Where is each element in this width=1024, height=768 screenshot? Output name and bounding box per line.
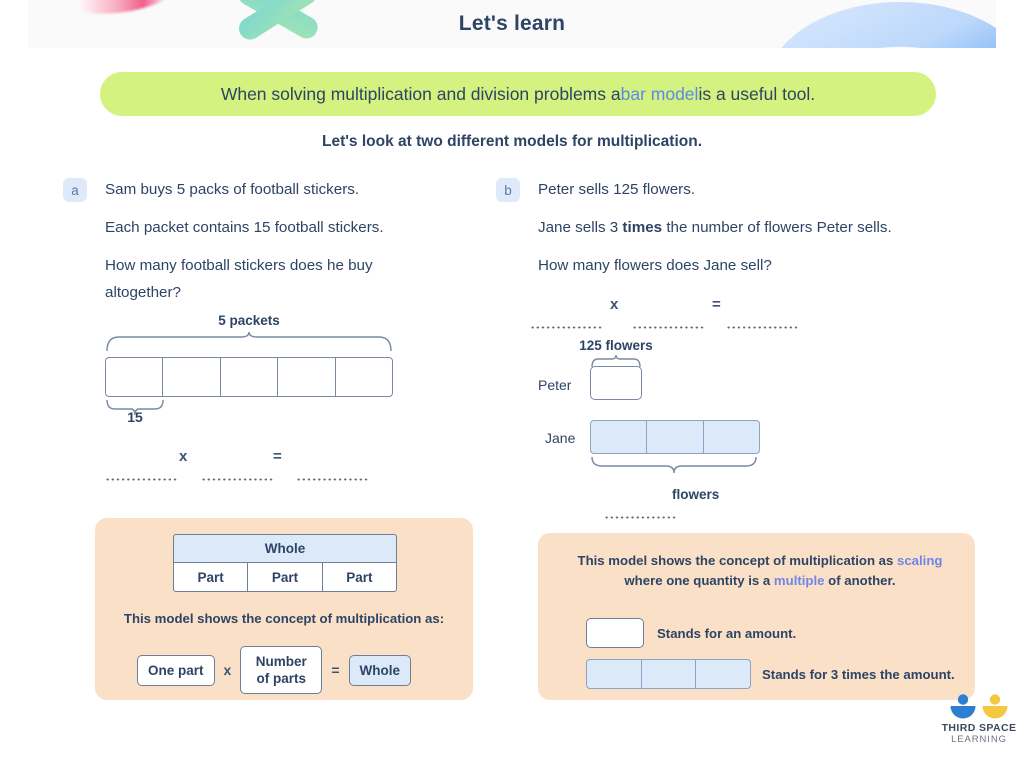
question-b-line-1: Peter sells 125 flowers.: [538, 181, 696, 198]
row-label-jane: Jane: [545, 430, 576, 446]
info-right-line2-after: of another.: [824, 573, 896, 588]
bar-a-cell: [106, 358, 163, 396]
info-right-highlight-scaling: scaling: [897, 553, 943, 568]
equation-a-blank-2[interactable]: [201, 474, 273, 483]
info-right-line1: This model shows the concept of multiplication as: [577, 553, 894, 568]
equation-a-blank-3[interactable]: [296, 474, 368, 483]
whole-row: Whole: [173, 534, 397, 562]
key-cell: [696, 660, 750, 688]
logo-marks: [933, 694, 1024, 720]
brace-above-bar-a: [105, 331, 393, 353]
equation-a-operator-equals: =: [273, 448, 282, 465]
bar-a-cell: [221, 358, 278, 396]
equation-b-blank-2[interactable]: [632, 322, 704, 331]
question-b-line-2-full: Jane sells 3 times the number of flowers Peter sells.: [538, 219, 892, 236]
key-label-single-unit: Stands for an amount.: [657, 626, 797, 641]
info-right-line2-mid: where one quantity is a: [624, 573, 774, 588]
question-b-line-3: How many flowers does Jane sell?: [538, 257, 772, 274]
equation-b-blank-1[interactable]: [530, 322, 602, 331]
banner-text-after: is a useful tool.: [698, 83, 816, 104]
logo-text-secondary: LEARNING: [951, 734, 1007, 745]
info-left-description: This model shows the concept of multiplication as:: [123, 611, 445, 626]
formula-term-one-part: One part: [137, 655, 215, 686]
question-a-line-3: How many football stickers does he buy: [105, 257, 373, 274]
bar-a-cell: [163, 358, 220, 396]
key-cell: [587, 660, 642, 688]
banner-text-before: When solving multiplication and division problems a: [220, 83, 621, 104]
subtitle: Let's look at two different models for multiplication.: [321, 133, 702, 150]
logo-person-yellow-icon: [981, 694, 1009, 720]
bar-b-top-label: 125 flowers: [579, 338, 653, 353]
bar-a-top-label: 5 packets: [218, 313, 280, 328]
formula-operator-equals: =: [331, 662, 340, 678]
key-swatch-single-unit: [586, 618, 644, 648]
bar-model-jane: [590, 420, 760, 454]
formula-term-number-of-parts: Number of parts: [240, 646, 322, 694]
bar-jane-cell: [647, 421, 703, 453]
equation-b-blank-3[interactable]: [726, 322, 798, 331]
brace-below-jane-bar: [590, 456, 760, 476]
row-label-peter: Peter: [538, 377, 572, 393]
slide-header: [28, 0, 996, 48]
bar-model-peter: [590, 366, 642, 400]
question-label-a: a: [63, 178, 87, 202]
page-title: Let's learn: [458, 12, 566, 35]
info-right-description: [560, 551, 960, 591]
info-right-highlight-multiple: multiple: [773, 573, 825, 588]
equation-a: [105, 448, 395, 494]
part-cell-2: Part: [248, 563, 322, 591]
question-b-line-2: [538, 213, 892, 243]
whole-part-diagram: [173, 534, 397, 592]
parts-row: [173, 562, 397, 592]
bar-jane-cell: [704, 421, 759, 453]
part-cell-3: Part: [346, 569, 373, 585]
question-label-b: b: [496, 178, 520, 202]
equation-a-blank-1[interactable]: [105, 474, 177, 483]
equation-b-operator-multiply: x: [610, 296, 619, 313]
bar-b-bottom-label: flowers: [672, 487, 720, 502]
equation-b: [530, 296, 820, 342]
key-label-triple-unit: Stands for 3 times the amount.: [762, 667, 955, 682]
question-a-line-4: altogether?: [105, 284, 181, 301]
equation-a-operator-multiply: x: [179, 448, 188, 465]
logo-text-primary: THIRD SPACE: [941, 722, 1017, 734]
bar-jane-cell: [591, 421, 647, 453]
banner-highlight-term: bar model: [620, 83, 699, 104]
key-swatch-triple-unit: [586, 659, 751, 689]
key-cell: [642, 660, 697, 688]
bar-a-cell: [278, 358, 335, 396]
bar-a-cell: [336, 358, 392, 396]
bar-a-unit-label: 15: [127, 409, 143, 425]
key-fact-banner: [100, 72, 936, 116]
logo-person-blue-icon: [949, 694, 977, 720]
bar-model-a: [105, 357, 393, 397]
question-a-line-2: Each packet contains 15 football stickers.: [105, 219, 384, 236]
formula-row-left: [137, 646, 411, 694]
part-cell-1: Part: [174, 563, 248, 591]
formula-term-whole: Whole: [349, 655, 412, 686]
question-a-line-1: Sam buys 5 packs of football stickers.: [105, 181, 360, 198]
equation-b-operator-equals: =: [712, 296, 721, 313]
equation-b-answer-blank[interactable]: [604, 512, 676, 521]
third-space-learning-logo: [933, 694, 1024, 745]
formula-operator-multiply: x: [223, 662, 232, 678]
